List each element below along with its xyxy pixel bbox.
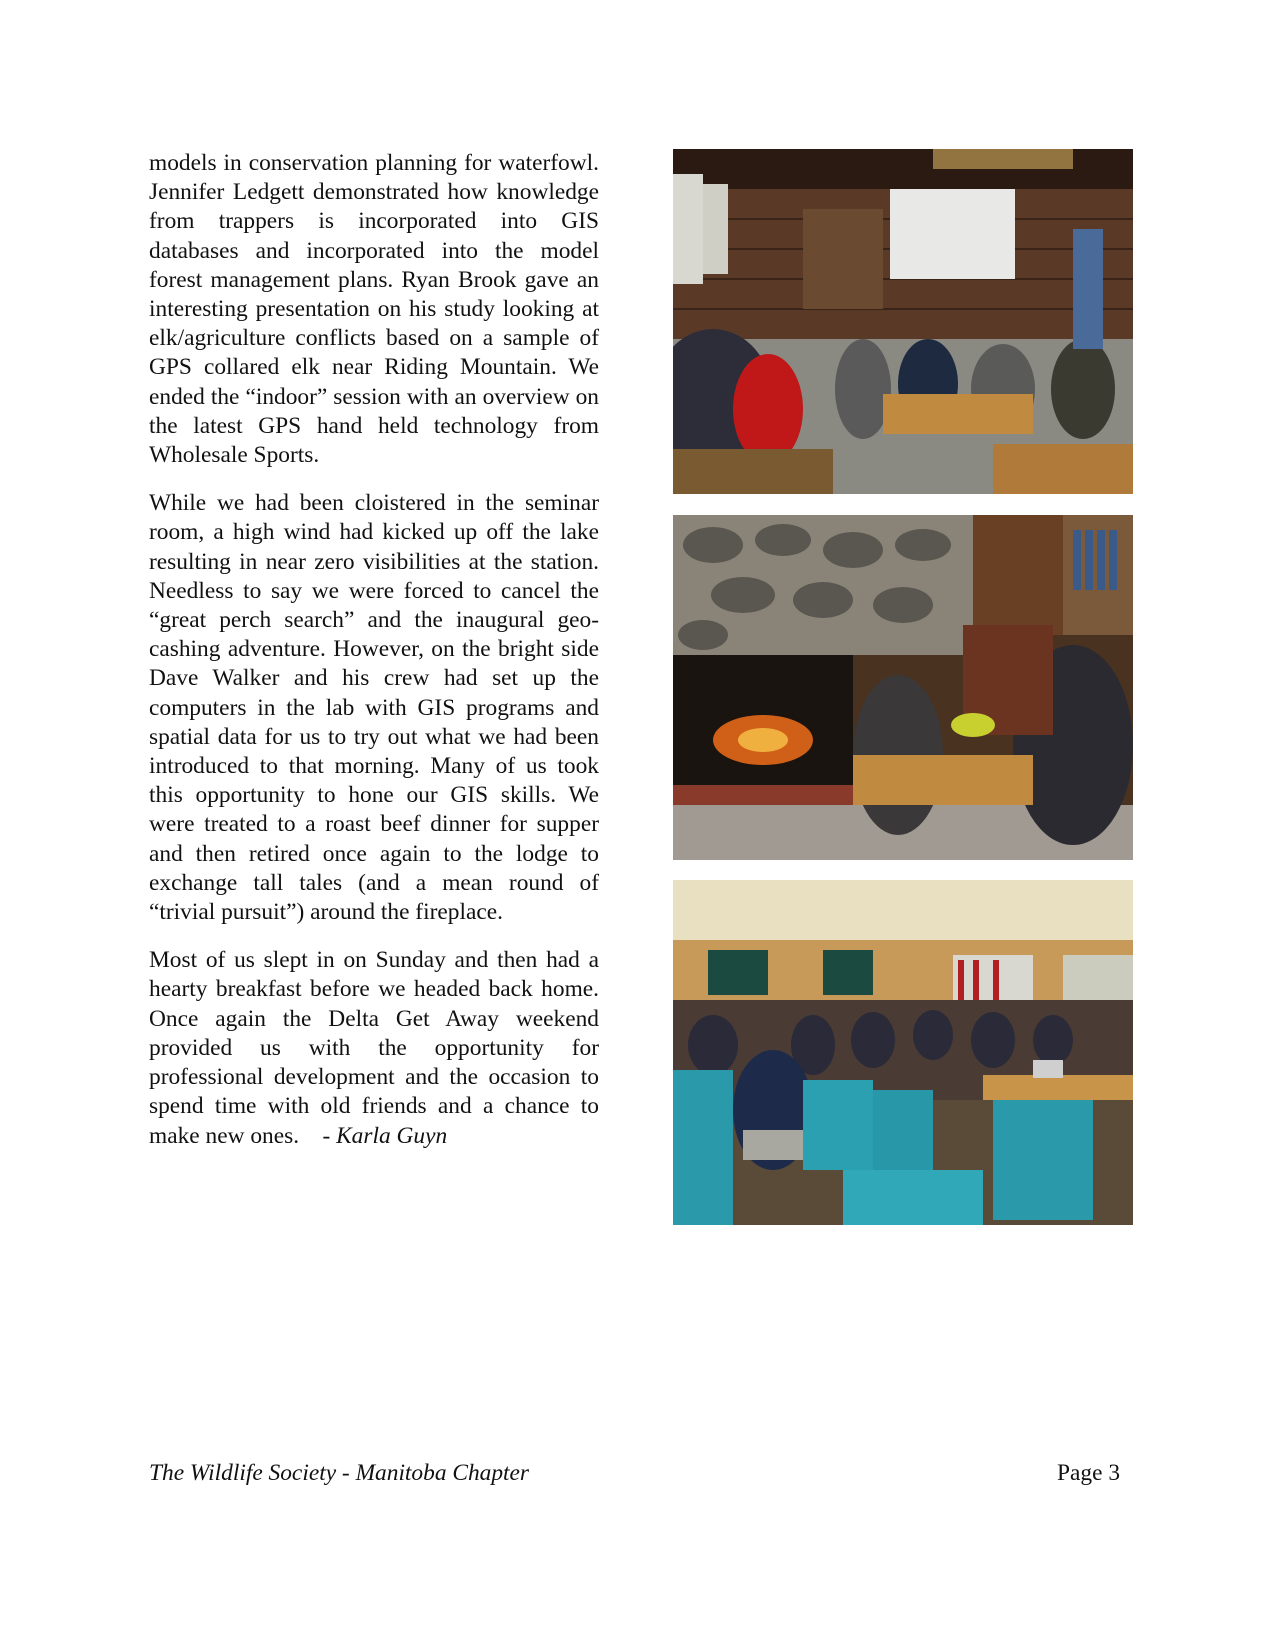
photo-lounge-presentation <box>673 149 1133 494</box>
photo-lab-audience <box>673 880 1133 1225</box>
article-paragraph-2: While we had been cloistered in the seminar room, a high wind had kicked up off the lake resulting in near zero visibilities at the station. Needless to say we were forced to cancel the “great perch search” and the inaugural geo-cashing adventure. However, on the bright side Dave Walker and his crew had set up the computers in the lab with GIS programs and spatial data for us to try out what we had been introduced to that morning. Many of us took this opportunity to hone our GIS skills. We were treated to a roast beef dinner for supper and then retired once again to the lodge to exchange tall tales (and a mean round of “trivial pursuit”) around the fireplace. <box>149 490 599 926</box>
footer-publication-title: The Wildlife Society - Manitoba Chapter <box>149 1460 530 1486</box>
article-body <box>149 149 599 1170</box>
article-paragraph-3-text: Most of us slept in on Sunday and then had a hearty breakfast before we headed back home. Once again the Delta Get Away weekend provided us with the opportunity for professional development and the occasion to spend time with old friends and a chance to make new ones. <box>149 947 599 1149</box>
photo-fireplace-game <box>673 515 1133 860</box>
article-paragraph-3 <box>149 946 599 1150</box>
article-paragraph-1: models in conservation planning for waterfowl. Jennifer Ledgett demonstrated how knowledge from trappers is incorporated into GIS databases and incorporated into the model forest management plans. Ryan Brook gave an interesting presentation on his study looking at elk/agriculture conflicts based on a sample of GPS collared elk near Riding Mountain. We ended the “indoor” session with an overview on the latest GPS hand held technology from Wholesale Sports. <box>149 150 599 469</box>
author-signature: - Karla Guyn <box>322 1122 448 1149</box>
footer-page-number: Page 3 <box>1057 1460 1121 1486</box>
